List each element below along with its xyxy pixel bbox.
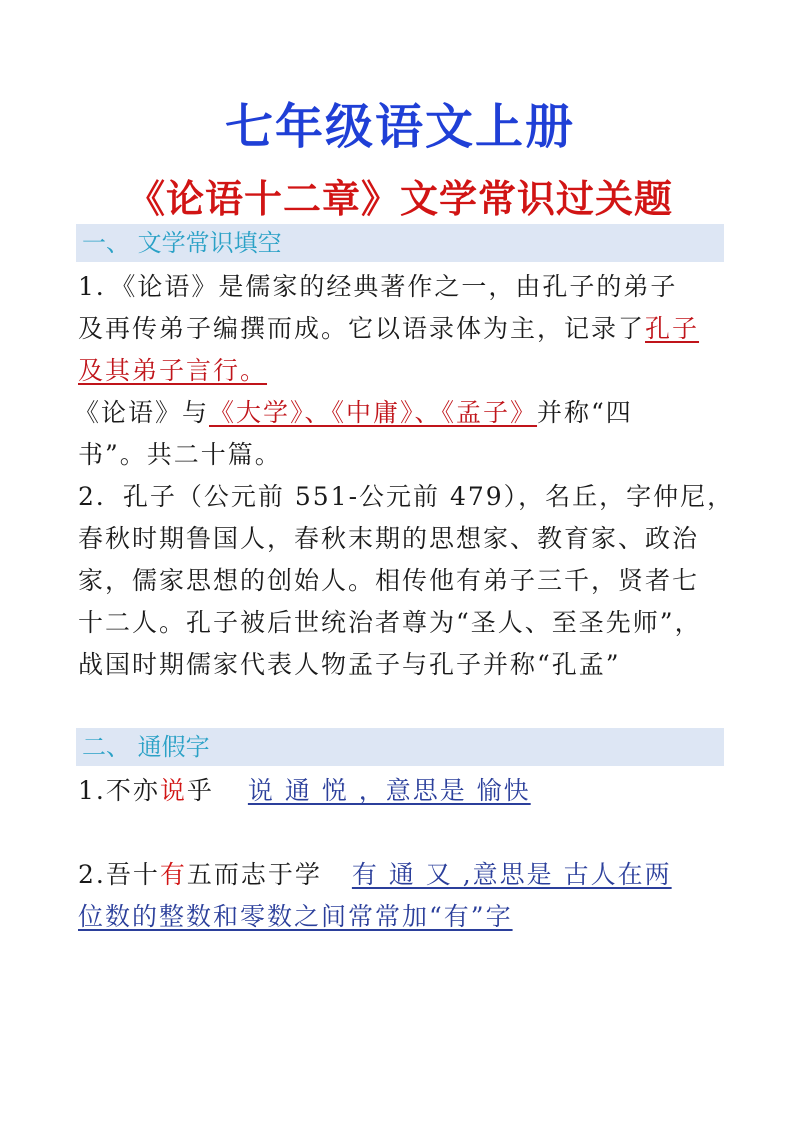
p3-line3: 家，儒家思想的创始人。相传他有弟子三千，贤者七	[78, 566, 700, 595]
q1-line: 1.不亦说乎 说 通 悦 ，意思是 愉快	[78, 776, 531, 805]
q2-line2	[78, 896, 728, 938]
section1-body	[74, 266, 735, 686]
answer-disciples: 及其弟子言行。	[78, 356, 268, 385]
p1-line1: 1．《论语》是儒家的经典著作之一，由孔子的弟子	[78, 272, 678, 301]
q2-key-char: 有	[159, 860, 187, 889]
p3-line5: 战国时期儒家代表人物孟子与孔子并称“孔孟”	[78, 650, 621, 679]
answer-confucius: 孔子	[645, 314, 700, 343]
p3-line4: 十二人。孔子被后世统治者尊为“圣人、至圣先师”，	[78, 608, 702, 637]
answer-four-books: 《大学》、《中庸》、《孟子》	[209, 398, 538, 427]
q1-answer: 说 通 悦 ，意思是 愉快	[247, 776, 531, 805]
section-heading-2: 二、 通假字	[76, 728, 724, 766]
p1-line3	[78, 350, 728, 392]
q2-line1: 2.吾十有五而志于学 有 通 又 ,意思是 古人在两	[78, 860, 672, 889]
p3-line1: 2．孔子（公元前 551-公元前 479），名丘，字仲尼，	[78, 482, 735, 511]
p2-line1: 《论语》与《大学》、《中庸》、《孟子》并称“四	[74, 398, 633, 427]
p2-line2: 书”。共二十篇。	[78, 440, 282, 469]
page-subtitle: 《论语十二章》文学常识过关题	[126, 177, 673, 221]
page-title: 七年级语文上册	[224, 99, 575, 155]
section-heading-1: 一、 文学常识填空	[76, 224, 724, 262]
q2-block	[78, 854, 728, 938]
q2-answer-part2: 位数的整数和零数之间常常加“有”字	[78, 902, 513, 931]
q1-key-char: 说	[159, 776, 187, 805]
q2-answer-part1: 有 通 又 ,意思是 古人在两	[351, 860, 672, 889]
p3-line2: 春秋时期鲁国人，春秋末期的思想家、教育家、政治	[78, 524, 700, 553]
p1-line2: 及再传弟子编撰而成。它以语录体为主，记录了孔子	[78, 314, 700, 343]
